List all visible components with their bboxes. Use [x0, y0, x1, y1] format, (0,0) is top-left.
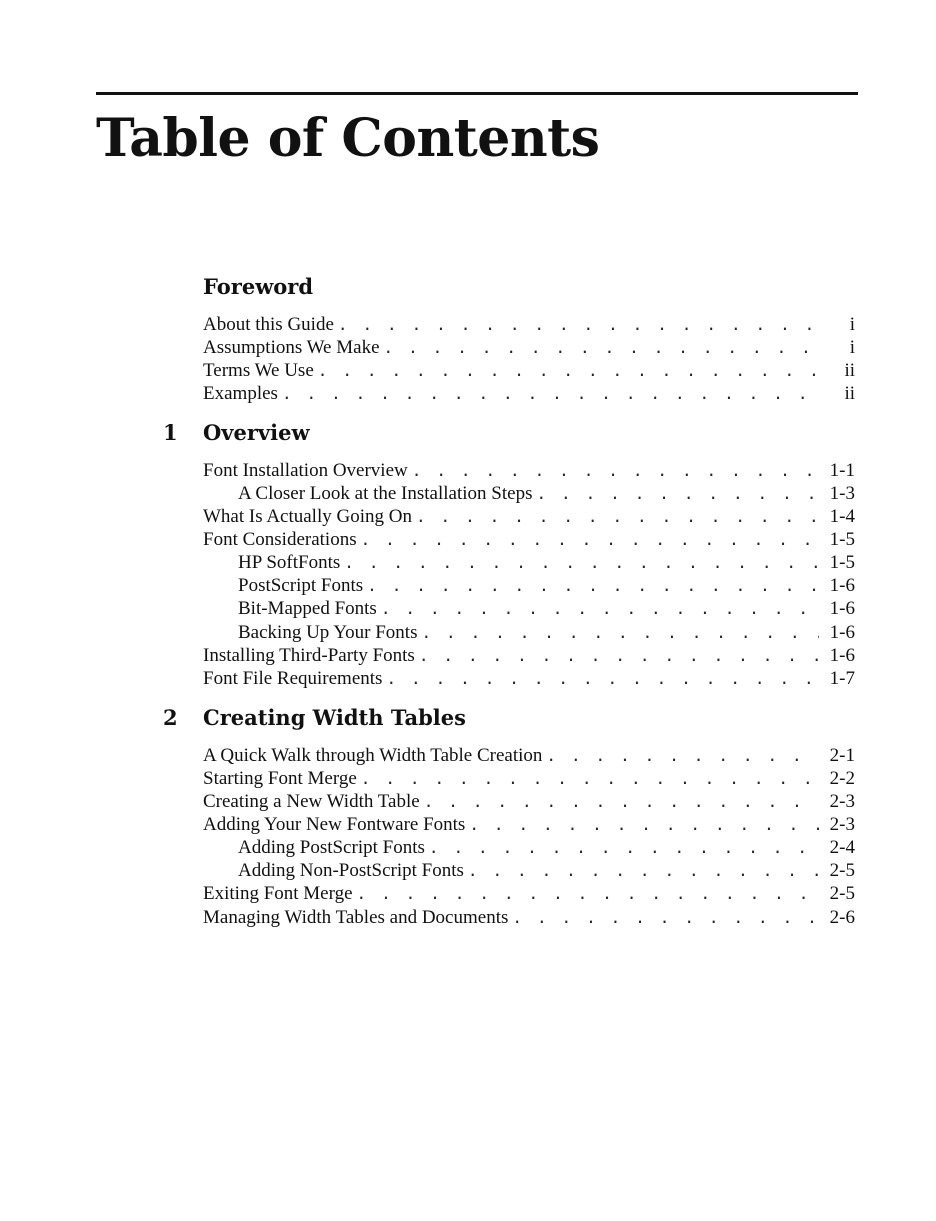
section-number: 1 — [163, 420, 178, 445]
dot-leader — [282, 382, 819, 405]
toc-subentry[interactable] — [238, 597, 855, 620]
toc-entry[interactable] — [203, 667, 855, 690]
dot-leader — [386, 667, 819, 690]
toc-entry-page: 1-1 — [829, 460, 855, 481]
header-rule — [96, 92, 858, 95]
toc-entry[interactable] — [203, 767, 855, 790]
toc-entry-label: Font Considerations — [203, 529, 357, 550]
toc-subentry[interactable] — [238, 482, 855, 505]
toc-entry-page: 1-5 — [829, 552, 855, 573]
dot-leader — [424, 790, 819, 813]
dot-leader — [429, 836, 819, 859]
section-title: Foreword — [203, 274, 314, 299]
toc-entry-page: 2-6 — [829, 907, 855, 928]
dot-leader — [419, 644, 819, 667]
dot-leader — [344, 551, 819, 574]
toc-entry-page: 2-2 — [829, 768, 855, 789]
toc-entry-page: 2-4 — [829, 837, 855, 858]
toc-entry-label: A Closer Look at the Installation Steps — [238, 483, 533, 504]
dot-leader — [412, 459, 819, 482]
toc-entry-page: 1-6 — [829, 645, 855, 666]
toc-entry[interactable] — [203, 359, 855, 382]
toc-subentry[interactable] — [238, 859, 855, 882]
dot-leader — [469, 813, 819, 836]
toc-entry-label: Font File Requirements — [203, 668, 383, 689]
toc-entry[interactable] — [203, 528, 855, 551]
dot-leader — [546, 744, 819, 767]
toc-subentry[interactable] — [238, 574, 855, 597]
toc-entry-page: i — [849, 337, 855, 358]
dot-leader — [367, 574, 819, 597]
toc-entry-page: 1-6 — [829, 575, 855, 596]
toc-subentry[interactable] — [238, 551, 855, 574]
toc-entry-label: Examples — [203, 383, 278, 404]
toc-entry-page: 2-1 — [829, 745, 855, 766]
toc-entry-label: PostScript Fonts — [238, 575, 364, 596]
toc-subentry[interactable] — [238, 836, 855, 859]
toc-entry-label: Backing Up Your Fonts — [238, 622, 418, 643]
dot-leader — [384, 336, 819, 359]
toc-entry[interactable] — [203, 906, 855, 929]
toc-entry-page: 2-3 — [829, 814, 855, 835]
dot-leader — [512, 906, 819, 929]
dot-leader — [468, 859, 819, 882]
dot-leader — [381, 597, 819, 620]
toc-entry-label: Managing Width Tables and Documents — [203, 907, 509, 928]
toc-entry-label: Installing Third-Party Fonts — [203, 645, 415, 666]
toc-entry-page: 1-6 — [829, 598, 855, 619]
toc-entry[interactable] — [203, 382, 855, 405]
toc-entry-label: Starting Font Merge — [203, 768, 357, 789]
toc-entry-label: Exiting Font Merge — [203, 883, 353, 904]
toc-entry-page: ii — [844, 383, 855, 404]
toc-entry[interactable] — [203, 790, 855, 813]
toc-entry-label: About this Guide — [203, 314, 334, 335]
toc-subentry[interactable] — [238, 621, 855, 644]
dot-leader — [421, 621, 819, 644]
dot-leader — [361, 767, 819, 790]
toc-entry-page: 1-7 — [829, 668, 855, 689]
toc-entry-page: 1-3 — [829, 483, 855, 504]
section-number: 2 — [163, 705, 178, 730]
toc-entry-page: 2-3 — [829, 791, 855, 812]
toc-entry[interactable] — [203, 459, 855, 482]
toc-entry-page: 1-5 — [829, 529, 855, 550]
toc-entry-label: Terms We Use — [203, 360, 314, 381]
toc-entry-label: HP SoftFonts — [238, 552, 341, 573]
toc-entry[interactable] — [203, 744, 855, 767]
toc-entry-page: 2-5 — [829, 883, 855, 904]
page-title: Table of Contents — [96, 108, 600, 169]
toc-entry-label: Assumptions We Make — [203, 337, 380, 358]
section-title: Overview — [203, 420, 310, 445]
toc-entry-label: Bit-Mapped Fonts — [238, 598, 377, 619]
dot-leader — [318, 359, 819, 382]
toc-entry[interactable] — [203, 882, 855, 905]
toc-entry-page: ii — [844, 360, 855, 381]
toc-entry-label: Creating a New Width Table — [203, 791, 420, 812]
toc-entry[interactable] — [203, 336, 855, 359]
toc-entry-label: Adding Your New Fontware Fonts — [203, 814, 466, 835]
toc-entry-page: i — [849, 314, 855, 335]
toc-entry-page: 1-4 — [829, 506, 855, 527]
toc-entry-label: Adding PostScript Fonts — [238, 837, 425, 858]
dot-leader — [536, 482, 819, 505]
dot-leader — [361, 528, 819, 551]
dot-leader — [416, 505, 819, 528]
toc-entry-label: Font Installation Overview — [203, 460, 408, 481]
toc-entry[interactable] — [203, 644, 855, 667]
toc-entry-label: A Quick Walk through Width Table Creation — [203, 745, 543, 766]
section-title: Creating Width Tables — [203, 705, 466, 730]
toc-entry-page: 1-6 — [829, 622, 855, 643]
toc-entry[interactable] — [203, 505, 855, 528]
toc-entry[interactable] — [203, 313, 855, 336]
toc-entry-page: 2-5 — [829, 860, 855, 881]
toc-entry-label: What Is Actually Going On — [203, 506, 412, 527]
toc-entry[interactable] — [203, 813, 855, 836]
toc-entry-label: Adding Non-PostScript Fonts — [238, 860, 464, 881]
dot-leader — [357, 882, 819, 905]
dot-leader — [338, 313, 819, 336]
